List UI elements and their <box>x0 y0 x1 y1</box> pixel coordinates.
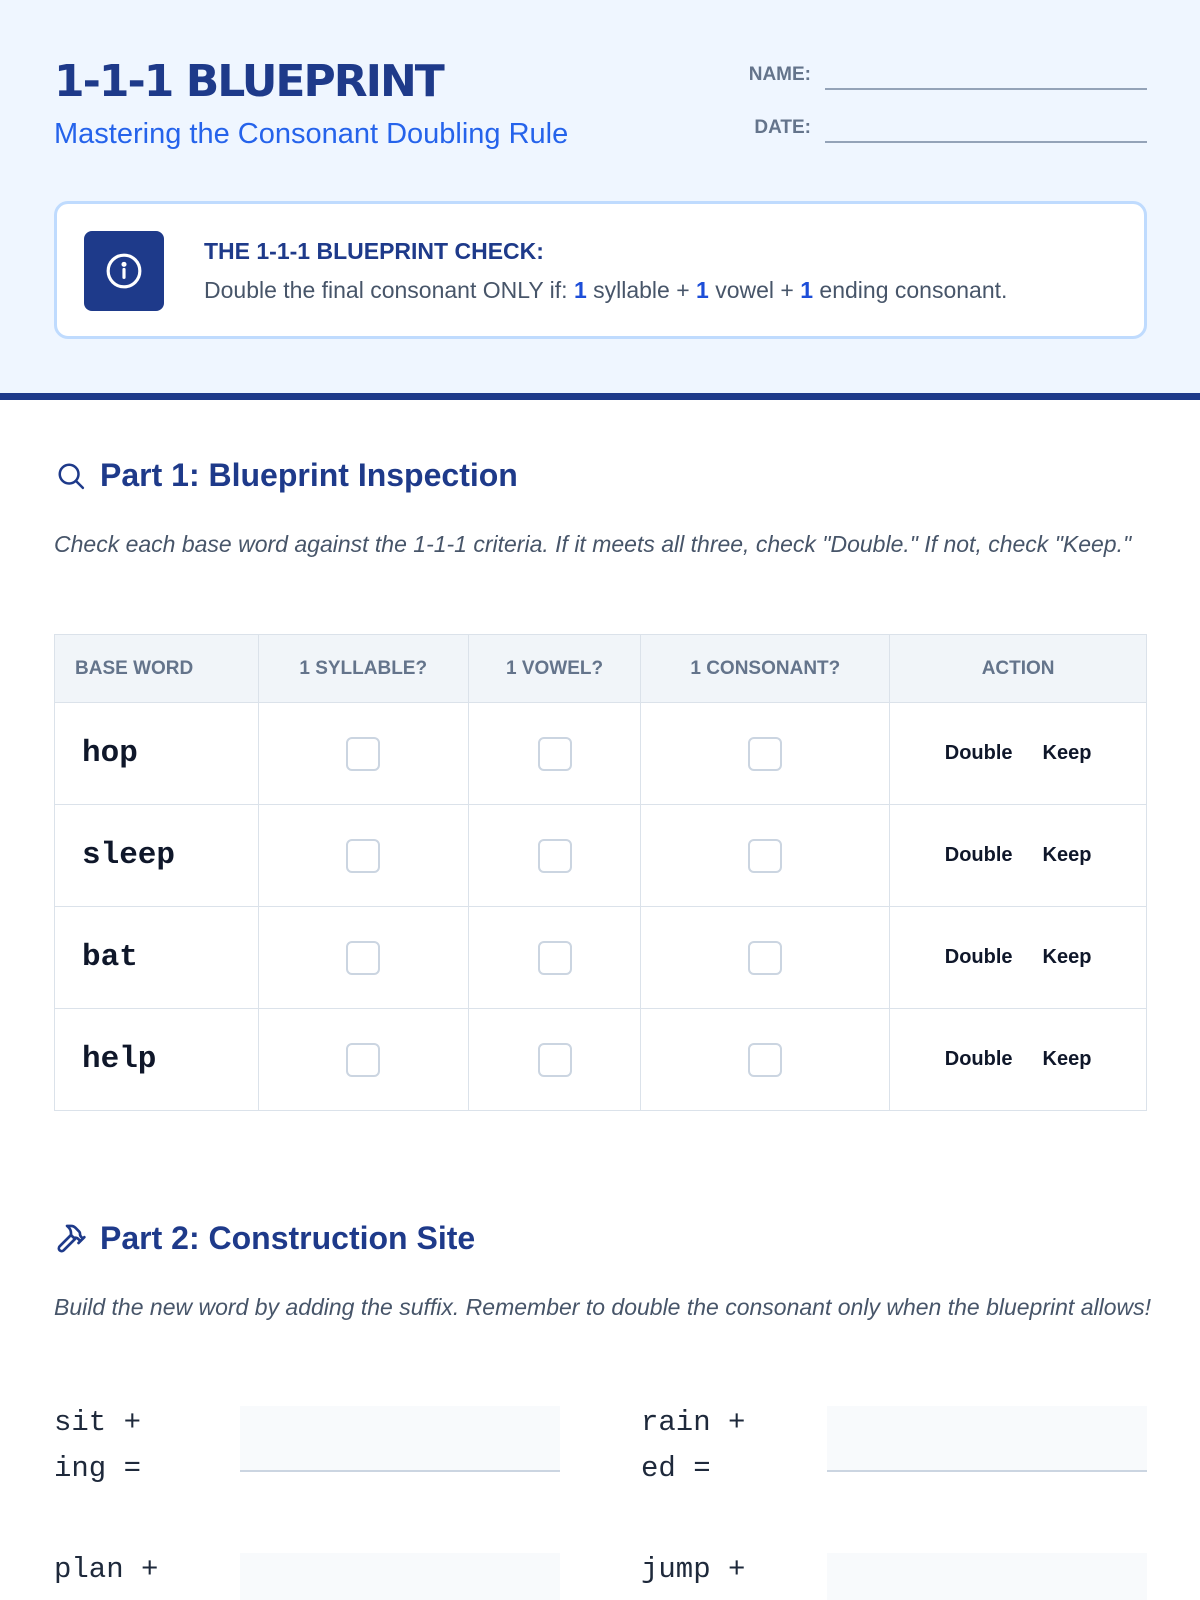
action-choices <box>945 742 1092 765</box>
callout-text <box>204 277 1007 304</box>
callout-title: THE 1-1-1 BLUEPRINT CHECK: <box>204 238 544 264</box>
column-header-consonant: 1 CONSONANT? <box>641 635 890 703</box>
page-subtitle: Mastering the Consonant Doubling Rule <box>54 118 569 150</box>
equation-base: plan + <box>54 1553 159 1586</box>
base-word: bat <box>55 907 259 1009</box>
answer-input[interactable] <box>827 1553 1147 1600</box>
consonant-checkbox[interactable] <box>748 1043 782 1077</box>
date-field[interactable] <box>825 113 1147 143</box>
double-option[interactable]: Double <box>944 946 1013 968</box>
keep-option[interactable]: Keep <box>1042 1048 1092 1070</box>
syllable-checkbox[interactable] <box>346 941 380 975</box>
part2-heading <box>54 1220 475 1257</box>
column-header-base-word: BASE WORD <box>55 635 259 703</box>
action-choices <box>945 844 1092 867</box>
keep-option[interactable]: Keep <box>1042 844 1092 866</box>
answer-input[interactable] <box>240 1553 560 1600</box>
action-choices <box>945 946 1092 969</box>
base-word: sleep <box>55 805 259 907</box>
vowel-checkbox[interactable] <box>538 1043 572 1077</box>
keep-option[interactable]: Keep <box>1042 946 1092 968</box>
answer-input[interactable] <box>827 1406 1147 1472</box>
equation-base: jump + <box>641 1553 746 1586</box>
syllable-checkbox[interactable] <box>346 737 380 771</box>
column-header-syllable: 1 SYLLABLE? <box>258 635 468 703</box>
consonant-checkbox[interactable] <box>748 941 782 975</box>
column-header-action: ACTION <box>890 635 1147 703</box>
equation <box>54 1400 214 1492</box>
table-header-row <box>55 635 1147 703</box>
answer-input[interactable] <box>240 1406 560 1472</box>
part1-title: Part 1: Blueprint Inspection <box>100 457 518 493</box>
base-word: hop <box>55 703 259 805</box>
vowel-checkbox[interactable] <box>538 839 572 873</box>
part1-instructions: Check each base word against the 1-1-1 criteria. If it meets all three, check "Double." If not, check "Keep." <box>54 531 1132 557</box>
double-option[interactable]: Double <box>944 1048 1013 1070</box>
equation-base: sit + <box>54 1406 142 1439</box>
equation <box>641 1400 801 1492</box>
search-icon <box>54 459 88 493</box>
equation-suffix: ed = <box>641 1452 711 1485</box>
consonant-count: 1 <box>800 277 814 303</box>
consonant-checkbox[interactable] <box>748 839 782 873</box>
syllable-checkbox[interactable] <box>346 839 380 873</box>
table-row <box>55 907 1147 1009</box>
worksheet-header <box>0 0 1200 400</box>
callout-text-consonant: ending consonant. <box>813 277 1008 303</box>
callout-text-syllable: syllable + <box>586 277 697 303</box>
equation <box>54 1547 214 1593</box>
date-label: DATE: <box>754 117 811 138</box>
double-option[interactable]: Double <box>944 844 1013 866</box>
callout-text-vowel: vowel + <box>708 277 801 303</box>
inspection-table <box>54 634 1147 1111</box>
rule-callout <box>54 201 1147 339</box>
table-row <box>55 805 1147 907</box>
info-icon <box>84 231 164 311</box>
callout-text-prefix: Double the final consonant ONLY if: <box>204 277 574 303</box>
action-choices <box>945 1048 1092 1071</box>
double-option[interactable]: Double <box>944 742 1013 764</box>
vowel-count: 1 <box>696 277 709 303</box>
table-row <box>55 703 1147 805</box>
part1-heading <box>54 457 518 494</box>
column-header-vowel: 1 VOWEL? <box>468 635 641 703</box>
vowel-checkbox[interactable] <box>538 737 572 771</box>
table-row <box>55 1009 1147 1111</box>
base-word: help <box>55 1009 259 1111</box>
syllable-checkbox[interactable] <box>346 1043 380 1077</box>
name-label: NAME: <box>748 64 811 85</box>
part2-title: Part 2: Construction Site <box>100 1220 476 1256</box>
syllable-count: 1 <box>573 277 587 303</box>
part2-instructions: Build the new word by adding the suffix. Remember to double the consonant only when the blueprint allows! <box>54 1294 1151 1320</box>
hammer-icon <box>54 1222 88 1256</box>
keep-option[interactable]: Keep <box>1042 742 1092 764</box>
date-row <box>727 113 1147 143</box>
page-title: 1-1-1 BLUEPRINT <box>54 56 443 107</box>
equation <box>641 1547 801 1593</box>
vowel-checkbox[interactable] <box>538 941 572 975</box>
equation-suffix: ing = <box>54 1452 142 1485</box>
name-row <box>727 60 1147 90</box>
equation-base: rain + <box>641 1406 746 1439</box>
name-field[interactable] <box>825 60 1147 90</box>
consonant-checkbox[interactable] <box>748 737 782 771</box>
